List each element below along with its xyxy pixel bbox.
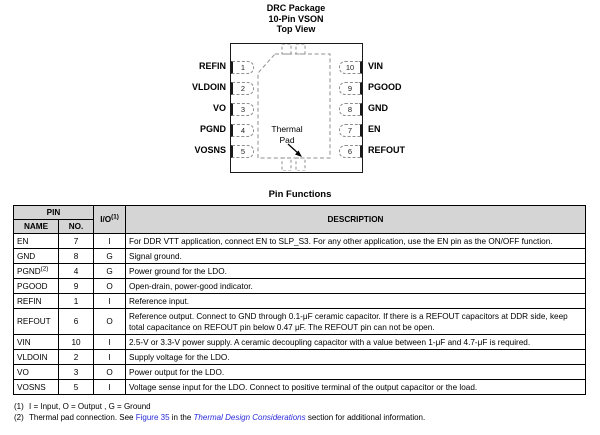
package-view: Top View (276, 24, 316, 34)
thermal-pad-label-line1: Thermal (271, 124, 303, 134)
header-io-footnote-ref: (1) (111, 213, 119, 221)
pin-name: VOSNS (17, 382, 46, 392)
pin-description-cell: 2.5-V or 3.3-V power supply. A ceramic decoupling capacitor with a value between 1-μF and 4.7-μF is required. (126, 335, 586, 350)
table-row (14, 279, 586, 294)
table-row (14, 309, 586, 335)
pin-marker-7: 7 (339, 124, 362, 137)
pin-name-cell (14, 350, 59, 365)
footnote-number: (2) (14, 412, 24, 422)
table-row (14, 350, 586, 365)
pin-marker-1: 1 (231, 61, 254, 74)
footnote-text-part: section for additional information. (305, 412, 426, 422)
pin-name-cell (14, 380, 59, 395)
pin-io-cell: O (94, 365, 126, 380)
table-row (14, 335, 586, 350)
pin-label-vo: VO (212, 103, 226, 113)
pin-name-cell (14, 234, 59, 249)
pin-name-cell (14, 264, 59, 279)
footnotes (14, 402, 600, 423)
footnote-text (29, 413, 600, 424)
pin-description-cell: Open-drain, power-good indicator. (126, 279, 586, 294)
footnote-text-part: I = Input, O = Output , G = Ground (29, 402, 151, 411)
pin-name: GND (17, 251, 36, 261)
pin-marker-3: 3 (231, 103, 254, 116)
pin-name-cell (14, 335, 59, 350)
header-io-label: I/O (100, 215, 112, 224)
table-row (14, 264, 586, 279)
pin-marker-2: 2 (231, 82, 254, 95)
pin-label-pgood: PGOOD (368, 82, 402, 92)
table-row (14, 234, 586, 249)
header-description: DESCRIPTION (126, 206, 586, 234)
package-area (0, 0, 600, 183)
footnote-text-part: in the (169, 412, 194, 422)
pin-name-cell (14, 294, 59, 309)
pin-number-cell: 5 (59, 380, 94, 395)
footnote-link[interactable]: Thermal Design Considerations (193, 412, 306, 422)
table-row (14, 365, 586, 380)
table-row (14, 380, 586, 395)
pin-marker-4: 4 (231, 124, 254, 137)
pin-number-cell: 1 (59, 294, 94, 309)
pin-description-cell: Power output for the LDO. (126, 365, 586, 380)
table-row (14, 249, 586, 264)
pin-io-cell: I (94, 350, 126, 365)
pin-label-vosns: VOSNS (194, 145, 226, 155)
pin-description-cell: For DDR VTT application, connect EN to SLP_S3. For any other application, use the EN pin as the ON/OFF function. (126, 234, 586, 249)
pin-marker-10: 10 (339, 61, 362, 74)
pin-functions-title: Pin Functions (268, 189, 332, 200)
table-row (14, 294, 586, 309)
pin-marker-9: 9 (339, 82, 362, 95)
package-name: DRC Package (266, 3, 326, 13)
pin-io-cell: I (94, 335, 126, 350)
footnote (14, 413, 600, 424)
pin-name-cell (14, 279, 59, 294)
header-no: NO. (59, 220, 94, 234)
thermal-pad-label (261, 124, 313, 145)
pin-description-cell: Power ground for the LDO. (126, 264, 586, 279)
package-outline (230, 43, 363, 173)
thermal-tab-top-right (296, 44, 305, 54)
pin-name-cell (14, 249, 59, 264)
pin-label-vldoin: VLDOIN (191, 82, 226, 92)
pin-name: VO (17, 367, 29, 377)
pin-table-body (14, 234, 586, 395)
pin-io-cell: I (94, 234, 126, 249)
thermal-pad-label-line2: Pad (279, 134, 295, 145)
pin-description-cell: Supply voltage for the LDO. (126, 350, 586, 365)
pin-marker-5: 5 (231, 145, 254, 158)
header-io (94, 206, 126, 234)
pin-number-cell: 7 (59, 234, 94, 249)
pin-io-cell: I (94, 294, 126, 309)
pin-marker-8: 8 (339, 103, 362, 116)
pin-description-cell: Signal ground. (126, 249, 586, 264)
pin-description-cell: Reference input. (126, 294, 586, 309)
footnote-link[interactable]: Figure 35 (135, 412, 170, 422)
pin-number-cell: 6 (59, 309, 94, 335)
pin-io-cell: G (94, 249, 126, 264)
pin-name: REFOUT (17, 317, 51, 326)
pin-number-cell: 10 (59, 335, 94, 350)
pin-io-cell: I (94, 380, 126, 395)
pin-label-refin: REFIN (199, 61, 226, 71)
pin-name: PGOOD (17, 281, 48, 291)
pin-label-vin: VIN (368, 61, 384, 71)
pin-name-footnote-ref: (2) (40, 264, 49, 272)
footnote-text-part: Thermal pad connection. See (29, 412, 136, 422)
pin-label-refout: REFOUT (368, 145, 405, 155)
pin-description-cell: Reference output. Connect to GND through 0.1-μF ceramic capacitor. If there is a REFOUT capacitors at DDR side, keep total capacitance on REFOUT pin below 0.47 μF. The REFOUT pin can not be open. (126, 309, 586, 335)
thermal-tab-bottom-right (296, 158, 305, 171)
thermal-tab-bottom-left (282, 158, 291, 171)
pin-label-en: EN (368, 124, 381, 134)
pin-name: PGND (17, 266, 41, 276)
pin-functions-table (13, 205, 586, 395)
package-pin-count: 10-Pin VSON (268, 13, 324, 24)
pin-label-gnd: GND (368, 103, 388, 113)
package-title (196, 3, 396, 35)
pin-number-cell: 2 (59, 350, 94, 365)
pin-marker-6: 6 (339, 145, 362, 158)
footnote (14, 402, 600, 413)
footnote-text (29, 402, 600, 413)
pin-name: VLDOIN (17, 352, 48, 362)
pin-io-cell: O (94, 279, 126, 294)
pin-name-cell (14, 365, 59, 380)
header-pin: PIN (14, 206, 94, 220)
header-name: NAME (14, 220, 59, 234)
pin-name-cell (14, 309, 59, 335)
table-header-row-1 (14, 206, 586, 220)
footnote-number: (1) (14, 402, 24, 411)
pin-name: REFIN (17, 296, 42, 306)
pin-name: VIN (17, 337, 31, 347)
pin-number-cell: 3 (59, 365, 94, 380)
pin-number-cell: 4 (59, 264, 94, 279)
pin-description-cell: Voltage sense input for the LDO. Connect to positive terminal of the output capacitor or the load. (126, 380, 586, 395)
thermal-tab-top-left (282, 44, 291, 54)
pin-number-cell: 8 (59, 249, 94, 264)
pin-io-cell: G (94, 264, 126, 279)
pin-io-cell: O (94, 309, 126, 335)
pin-label-pgnd: PGND (199, 124, 226, 134)
pin-number-cell: 9 (59, 279, 94, 294)
pin-name: EN (17, 236, 29, 246)
